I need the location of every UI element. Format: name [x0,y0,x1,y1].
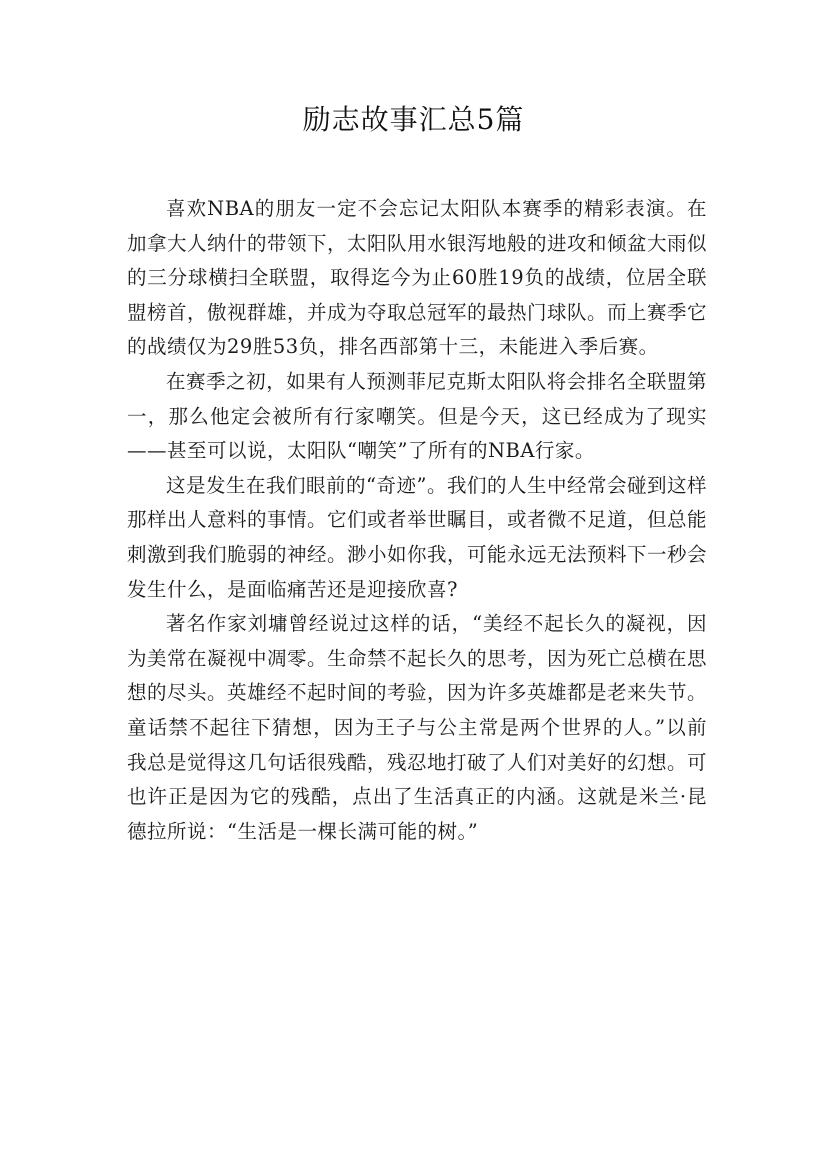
paragraph-4: 著名作家刘墉曾经说过这样的话，“美经不起长久的凝视，因为美常在凝视中凋零。生命禁不起长久的思考，因为死亡总横在思想的尽头。英雄经不起时间的考验，因为许多英雄都是老来失节。童话禁不起往下猜想，因为王子与公主常是两个世界的人。”以前我总是觉得这几句话很残酷，残忍地打破了人们对美好的幻想。可也许正是因为它的残酷，点出了生活真正的内涵。这就是米兰·昆德拉所说：“生活是一棵长满可能的树。” [127,612,708,843]
paragraph-3: 这是发生在我们眼前的“奇迹”。我们的人生中经常会碰到这样那样出人意料的事情。它们或者举世瞩目，或者微不足道，但总能刺激到我们脆弱的神经。渺小如你我，可能永远无法预料下一秒会发生什么，是面临痛苦还是迎接欣喜? [127,473,708,601]
document-title: 励志故事汇总5篇 [302,103,525,136]
paragraph-2: 在赛季之初，如果有人预测菲尼克斯太阳队将会排名全联盟第一，那么他定会被所有行家嘲笑。但是今天，这已经成为了现实——甚至可以说，太阳队“嘲笑”了所有的NBA行家。 [127,369,707,463]
document-body [127,192,707,849]
paragraph-1: 喜欢NBA的朋友一定不会忘记太阳队本赛季的精彩表演。在加拿大人纳什的带领下，太阳队用水银泻地般的进攻和倾盆大雨似的三分球横扫全联盟，取得迄今为止60胜19负的战绩，位居全联盟榜首，傲视群雄，并成为夺取总冠军的最热门球队。而上赛季它的战绩仅为29胜53负，排名西部第十三，未能进入季后赛。 [127,197,708,359]
